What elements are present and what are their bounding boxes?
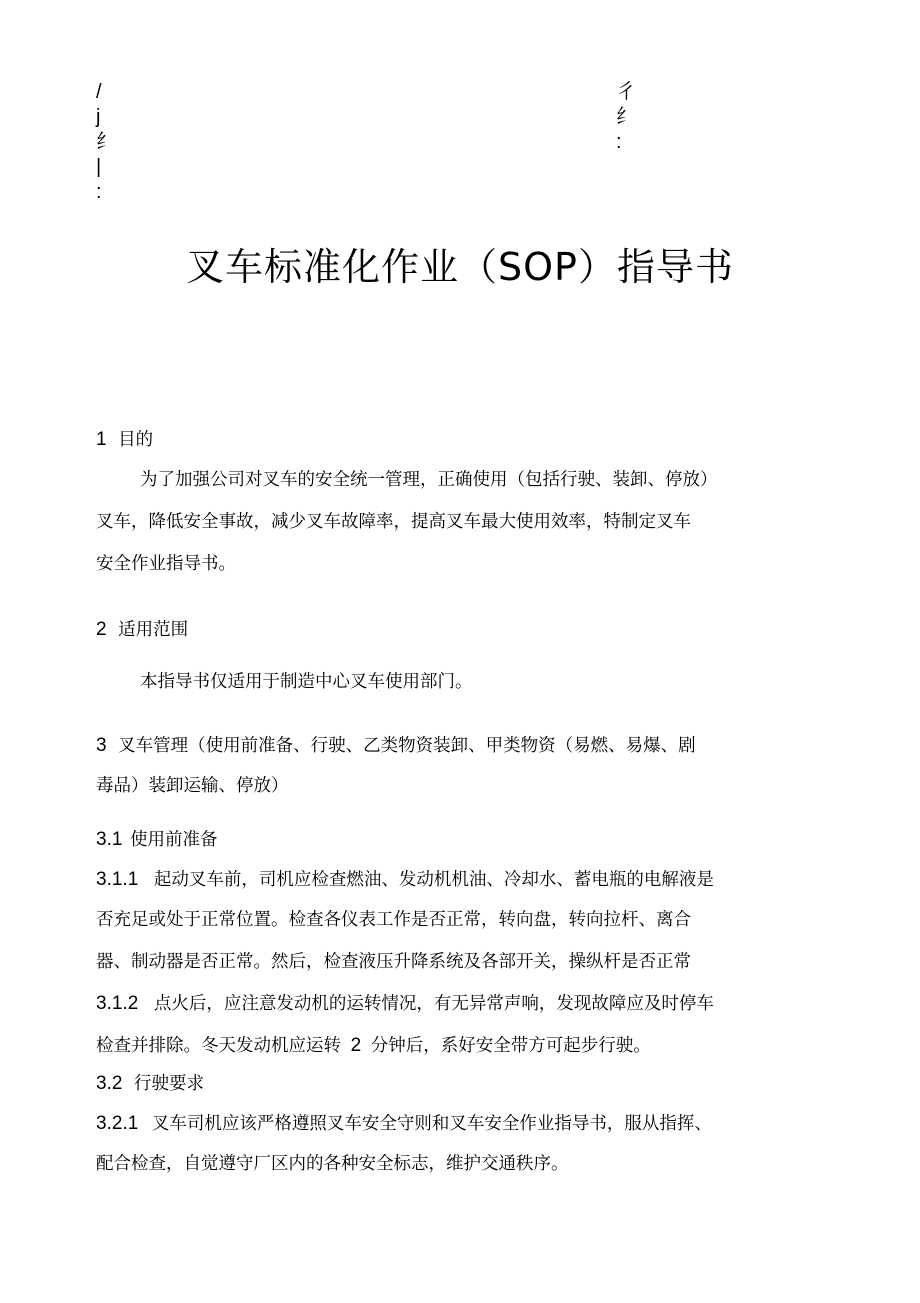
paragraph-line: 叉车，降低安全事故，减少叉车故障率，提高叉车最大使用效率，特制定叉车	[96, 512, 691, 532]
inline-number: 2	[350, 1035, 362, 1056]
section-title: 行驶要求	[134, 1074, 204, 1094]
section-number: 3.2	[96, 1073, 123, 1094]
section-title: 适用范围	[118, 620, 189, 640]
header-fragment-char: 彳	[616, 81, 636, 103]
paragraph-line: 毒品）装卸运输、停放）	[96, 776, 289, 796]
section-number: 3.1	[96, 829, 123, 850]
paragraph-line	[96, 994, 714, 1014]
paragraph-line: 器、制动器是否正常。然后，检查液压升降系统及各部开关，操纵杆是否正常	[96, 952, 691, 972]
paragraph-line: 为了加强公司对叉车的安全统一管理，正确使用（包括行驶、装卸、停放）	[140, 470, 718, 490]
paragraph-line: 配合检查，自觉遵守厂区内的各种安全标志，维护交通秩序。	[96, 1154, 569, 1174]
section-number: 3.2.1	[96, 1113, 139, 1134]
paragraph-text: 点火后，应注意发动机的运转情况，有无异常声响，发现故障应及时停车	[153, 994, 714, 1014]
section-heading-3-2	[96, 1074, 204, 1094]
section-heading-3	[96, 736, 696, 756]
section-number: 3	[96, 735, 107, 756]
header-fragment-char: :	[616, 131, 622, 153]
section-number: 3.1.2	[96, 993, 139, 1014]
paragraph-text: 起动叉车前，司机应检查燃油、发动机机油、冷却水、蓄电瓶的电解液是	[153, 870, 714, 890]
header-fragment-char: j	[96, 106, 101, 128]
section-heading-3-1	[96, 830, 218, 850]
paragraph-line: 否充足或处于正常位置。检查各仪表工作是否正常，转向盘，转向拉杆、离合	[96, 910, 691, 930]
section-title: 叉车管理（使用前准备、行驶、乙类物资装卸、甲类物资（易燃、易爆、剧	[118, 736, 696, 756]
paragraph-line	[96, 1036, 651, 1056]
section-title: 目的	[118, 430, 154, 450]
header-fragment-left	[96, 81, 116, 207]
header-fragment-char: /	[96, 81, 102, 103]
header-fragment-right	[616, 81, 636, 157]
header-fragment-char: :	[96, 181, 102, 203]
paragraph-line: 本指导书仅适用于制造中心叉车使用部门。	[140, 672, 473, 692]
section-heading-1	[96, 430, 153, 450]
section-number: 3.1.1	[96, 869, 139, 890]
document-title: 叉车标准化作业（SOP）指导书	[186, 245, 734, 289]
header-fragment-char: 纟	[96, 131, 116, 153]
section-title: 使用前准备	[130, 830, 218, 850]
header-fragment-char: |	[96, 156, 102, 178]
section-number: 2	[96, 619, 107, 640]
paragraph-line: 安全作业指导书。	[96, 554, 236, 574]
paragraph-text: 分钟后，系好安全带方可起步行驶。	[370, 1036, 651, 1056]
paragraph-line	[96, 1114, 712, 1134]
section-heading-2	[96, 620, 188, 640]
paragraph-line	[96, 870, 714, 890]
paragraph-text: 叉车司机应该严格遵照叉车安全守则和叉车安全作业指导书，服从指挥、	[151, 1114, 712, 1134]
paragraph-text: 检查并排除。冬天发动机应运转	[96, 1036, 341, 1056]
header-fragment-char: 纟	[616, 106, 636, 128]
section-number: 1	[96, 429, 107, 450]
